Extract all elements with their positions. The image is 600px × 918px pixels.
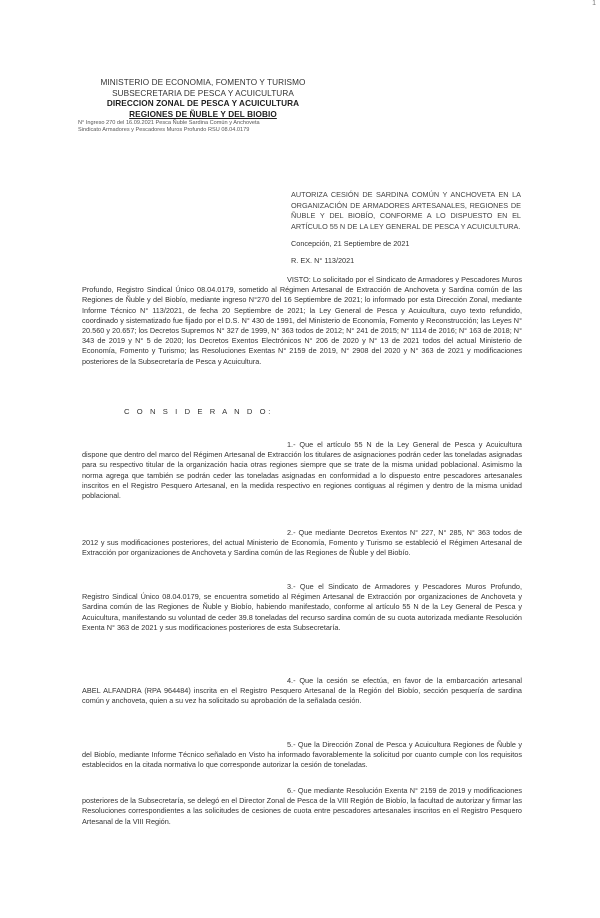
reference-line-1: N° Ingreso 270 del 16.09.2021 Pesca Ñuble Sardina Común y Anchoveta [78, 120, 260, 126]
letterhead [78, 78, 328, 134]
considerando-text: 1.- Que el artículo 55 N de la Ley General de Pesca y Acuicultura dispone que dentro del marco del Régimen Artesanal de Extracción los titulares de asignaciones podrán ceder las toneladas asignadas para su respectivo titular de la organización hacia otras regiones siempre que se trate de la misma unidad poblacional. Asimismo la norma agrega que también se podrán ceder las toneladas asignadas en conformidad a lo dispuesto entre pescadores artesanales inscritos en el Registro Pesquero Artesanal, en la medida respectivo en regiones contiguas al régimen y dentro de la misma unidad poblacional. [82, 440, 522, 501]
considerando-text: 3.- Que el Sindicato de Armadores y Pescadores Muros Profundo, Registro Sindical Único 08.04.0179, se encuentra sometido al Régimen Artesanal de Extracción por organizaciones de Anchoveta y Sardina común de las Regiones de Ñuble y Biobío, habiendo manifestado, conforme al artículo 55 N de la Ley General de Pesca y Acuicultura, manifestando su voluntad de ceder 39.8 toneladas del recurso sardina común de su cuota autorizada mediante Resolución Exenta N° 363 de 2021 y sus modificaciones posteriores de esta Subsecretaría. [82, 582, 522, 632]
visto-text: VISTO: Lo solicitado por el Sindicato de Armadores y Pescadores Muros Profundo, Registro Sindical Único 08.04.0179, sometido al Régimen Artesanal de Extracción de Anchoveta y Sardina común de las Regiones de Ñuble y del Biobío, mediante ingreso N°270 del 16 Septiembre de 2021; lo informado por esta Dirección Zonal, mediante Informe Técnico N° 113/2021, de fecha 20 Septiembre de 2021; la Ley General de Pesca y Acuicultura, cuyo texto refundido, coordinado y sistematizado fue fijado por el D.S. N° 430 de 1991, del Ministerio de Economía, Fomento y Reconstrucción; las Leyes N° 20.560 y 20.657; los Decretos Supremos N° 327 de 1999, N° 363 todos de 2012; N° 241 de 2015; N° 1114 de 2016; N° 163 de 2018; N° 343 de 2019 y N° 5 de 2020; los Decretos Exentos Electrónicos N° 206 de 2020 y N° 13 de 2021 todos del actual Ministerio de Economía, Fomento y Turismo; las Resoluciones Exentas N° 2159 de 2019, N° 2908 del 2020 y N° 363 de 2021 y modificaciones posteriores de la Subsecretaría de Pesca y Acuicultura. [82, 275, 522, 366]
considerando-text: 6.- Que mediante Resolución Exenta N° 2159 de 2019 y modificaciones posteriores de la Subsecretaría, se delegó en el Director Zonal de Pesca de la VIII Región de Biobío, la facultad de autorizar y firmar las Resoluciones correspondientes a las solicitudes de cesiones de cuota entre pescadores artesanales inscritos en el Registro Pesquero Artesanal de la VIII Región. [82, 786, 522, 826]
considerando-item [82, 740, 522, 771]
page-corner-mark: 1 [592, 0, 596, 7]
considerando-item [82, 786, 522, 827]
ministry-name: MINISTERIO DE ECONOMIA, FOMENTO Y TURISMO [100, 78, 306, 87]
subsecretaria-name: SUBSECRETARIA DE PESCA Y ACUICULTURA [112, 88, 294, 98]
considerando-item [82, 676, 522, 707]
document-title: AUTORIZA CESIÓN DE SARDINA COMÚN Y ANCHOVETA EN LA ORGANIZACIÓN DE ARMADORES ARTESANALES, REGIONES DE ÑUBLE Y DEL BIOBÍO, CONFORME A LO DISPUESTO EN EL ARTÍCULO 55 N DE LA LEY GENERAL DE PESCA Y ACUICULTURA. [291, 190, 521, 231]
considerando-text: 2.- Que mediante Decretos Exentos N° 227, N° 285, N° 363 todos de 2012 y sus modificaciones posteriores, del actual Ministerio de Economía, Fomento y Turismo se estableció el Régimen Artesanal de Extracción por organizaciones de Anchoveta y Sardina común de las Regiones de Ñuble y del Biobío. [82, 528, 522, 558]
considerando-text: 5.- Que la Dirección Zonal de Pesca y Acuicultura Regiones de Ñuble y del Biobío, mediante Informe Técnico señalado en Visto ha informado favorablemente la solicitud por cuanto cumple con los requisitos establecidos en la citada normativa lo que corresponde autorizar la cesión de toneladas. [82, 740, 522, 770]
considerando-item [82, 440, 522, 501]
document-date: Concepción, 21 Septiembre de 2021 [291, 239, 410, 248]
regions-name: REGIONES DE ÑUBLE Y DEL BIOBIO [129, 109, 277, 119]
resolution-number: R. EX. N° 113/2021 [291, 256, 355, 265]
visto-paragraph [82, 275, 522, 367]
considerando-item [82, 582, 522, 633]
direction-name: DIRECCION ZONAL DE PESCA Y ACUICULTURA [106, 99, 300, 108]
considerando-heading: C O N S I D E R A N D O: [124, 407, 273, 416]
reference-line-2: Sindicato Armadores y Pescadores Muros Profundo RSU 08.04.0179 [78, 127, 250, 134]
considerando-text: 4.- Que la cesión se efectúa, en favor de la embarcación artesanal ABEL ALFANDRA (RPA 964484) inscrita en el Registro Pesquero Artesanal de la Región del Biobío, sección pesquería de sardina común y anchoveta, quien a su vez ha solicitado su aprobación de la señalada cesión. [82, 676, 522, 706]
considerando-item [82, 528, 522, 559]
